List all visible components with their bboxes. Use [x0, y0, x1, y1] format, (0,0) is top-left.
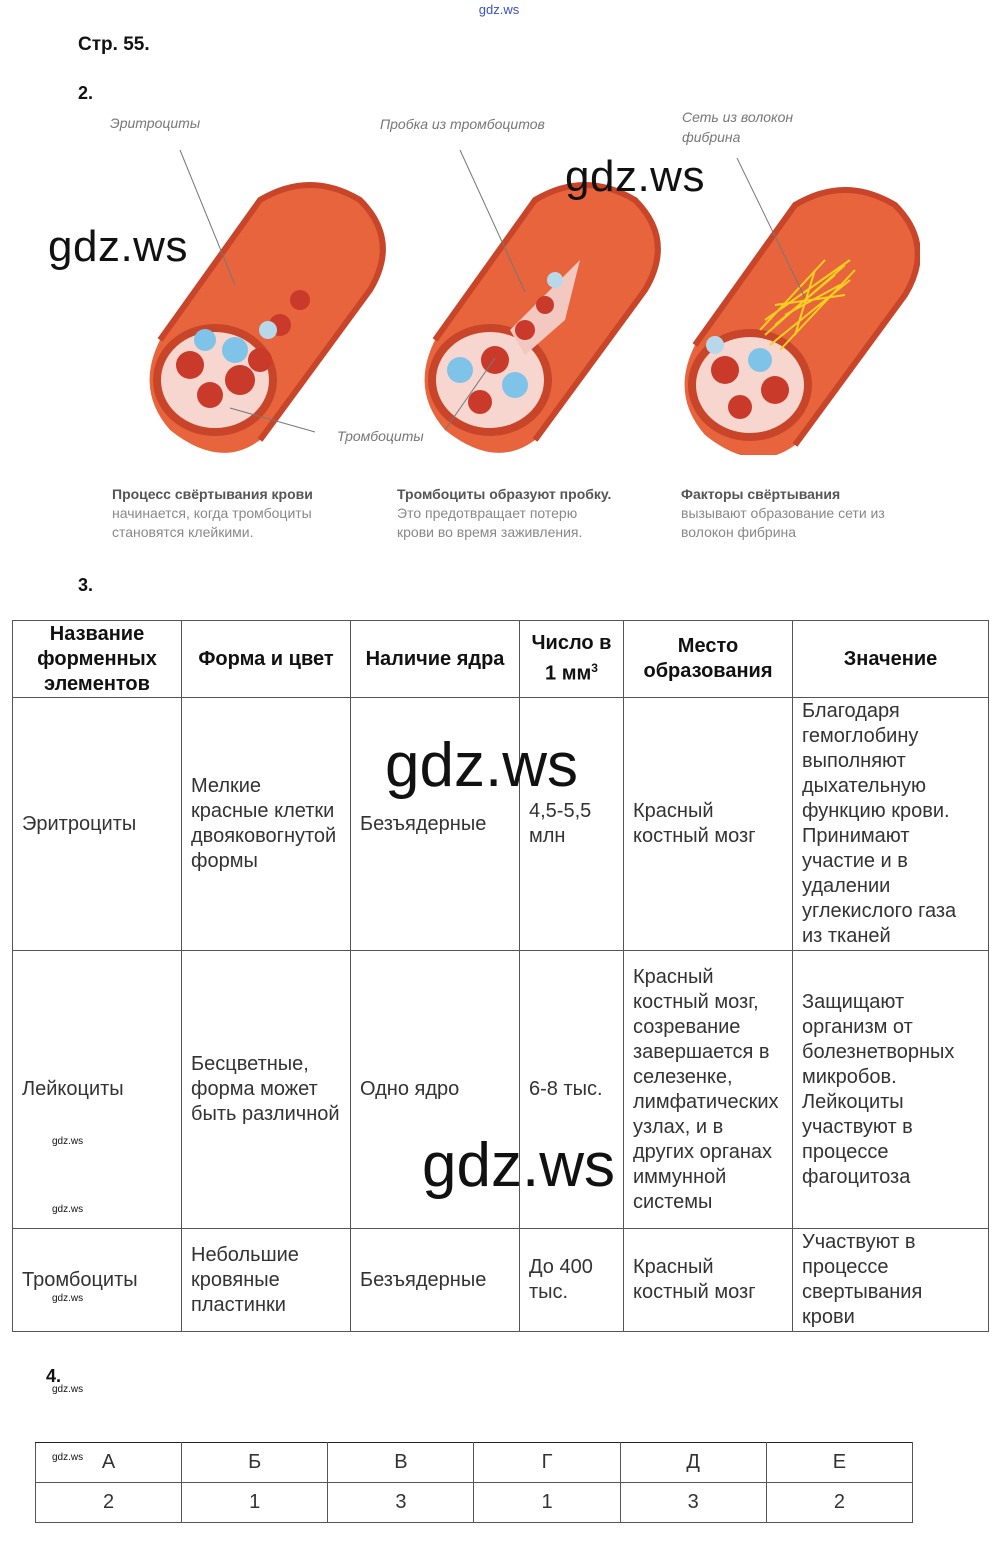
header-shape: Форма и цвет: [182, 621, 351, 698]
table-header-row: [13, 621, 989, 698]
answer-value: 2: [766, 1483, 912, 1523]
caption-1-line1: начинается, когда тромбоциты: [112, 505, 312, 521]
cell-name: Лейкоциты: [13, 951, 182, 1229]
cell-role: Благодаря гемоглобину выполняют дыхательную функцию крови. Принимают участие и в удалении углекислого газа из тканей: [793, 698, 989, 951]
caption-3: [681, 485, 941, 542]
watermark: gdz.ws: [52, 1384, 84, 1395]
vessel-3-illustration: [685, 190, 918, 455]
blood-cells-table: [12, 620, 989, 1332]
cell-nucleus: Безъядерные: [351, 698, 520, 951]
header-count: [520, 621, 624, 698]
caption-3-title: Факторы свёртывания: [681, 486, 841, 502]
cell-count: 6-8 тыс.: [520, 951, 624, 1229]
caption-2-title: Тромбоциты образуют пробку.: [397, 486, 612, 502]
watermark: gdz.ws: [52, 1204, 84, 1215]
caption-1-title: Процесс свёртывания крови: [112, 486, 313, 502]
watermark: gdz.ws: [52, 1136, 84, 1147]
label-fibrin-line2: фибрина: [682, 129, 741, 145]
cell-origin: Красный костный мозг: [624, 1229, 793, 1332]
cell-shape: Небольшие кровяные пластинки: [182, 1229, 351, 1332]
answer-letter: В: [328, 1443, 474, 1483]
header-count-text: Число в 1 мм: [531, 632, 612, 685]
cell-shape: Бесцветные, форма может быть различной: [182, 951, 351, 1229]
caption-2-line1: Это предотвращает потерю: [397, 505, 578, 521]
caption-2: [397, 485, 657, 542]
header-nucleus: Наличие ядра: [351, 621, 520, 698]
cell-origin: Красный костный мозг: [624, 698, 793, 951]
watermark: gdz.ws: [48, 222, 188, 271]
cell-nucleus: Безъядерные: [351, 1229, 520, 1332]
answer-letter: Д: [620, 1443, 766, 1483]
watermark: gdz.ws: [52, 1452, 84, 1463]
cell-origin: Красный костный мозг, созревание завершается в селезенке, лимфатических узлах, и в других органах иммунной системы: [624, 951, 793, 1229]
vessel-2-illustration: [425, 185, 658, 453]
question-2-number: 2.: [78, 83, 94, 103]
watermark: gdz.ws: [565, 152, 705, 201]
caption-1: [112, 485, 372, 542]
caption-3-line2: волокон фибрина: [681, 524, 797, 540]
cell-shape: Мелкие красные клетки двояковогнутой формы: [182, 698, 351, 951]
label-erythrocytes: Эритроциты: [110, 115, 201, 131]
cell-count: До 400 тыс.: [520, 1229, 624, 1332]
caption-3-line1: вызывают образование сети из: [681, 505, 885, 521]
answer-value: 3: [328, 1483, 474, 1523]
watermark: gdz.ws: [385, 731, 578, 800]
cell-name: Тромбоциты: [13, 1229, 182, 1332]
question-4-number: 4.: [46, 1366, 62, 1386]
answer-letter: А: [36, 1443, 182, 1483]
answer-letter: Г: [474, 1443, 620, 1483]
label-platelets: Тромбоциты: [337, 428, 424, 444]
label-fibrin-line1: Сеть из волокон: [682, 109, 794, 125]
answers-values-row: [36, 1483, 913, 1523]
answer-value: 1: [474, 1483, 620, 1523]
caption-1-line2: становятся клейкими.: [112, 524, 254, 540]
answer-value: 1: [182, 1483, 328, 1523]
header-name: Название форменных элементов: [13, 621, 182, 698]
watermark: gdz.ws: [52, 1293, 84, 1304]
caption-2-line2: крови во время заживления.: [397, 524, 583, 540]
answers-letters-row: [36, 1443, 913, 1483]
cell-nucleus: Одно ядро: [351, 951, 520, 1229]
header-origin: Место образования: [624, 621, 793, 698]
header-count-sup: 3: [591, 661, 598, 676]
cell-count: 4,5-5,5 млн: [520, 698, 624, 951]
label-platelet-plug: Пробка из тромбоцитов: [380, 116, 545, 132]
cell-role: Участвуют в процессе свертывания крови: [793, 1229, 989, 1332]
question-3-number: 3.: [78, 575, 94, 595]
site-watermark-top[interactable]: gdz.ws: [478, 2, 520, 17]
cell-name: Эритроциты: [13, 698, 182, 951]
cell-role: Защищают организм от болезнетворных микробов. Лейкоциты участвуют в процессе фагоцитоза: [793, 951, 989, 1229]
watermark: gdz.ws: [422, 1131, 615, 1200]
answers-table: [35, 1442, 913, 1523]
header-role: Значение: [793, 621, 989, 698]
page-reference: Стр. 55.: [78, 34, 150, 55]
answer-value: 3: [620, 1483, 766, 1523]
answer-letter: Е: [766, 1443, 912, 1483]
answer-letter: Б: [182, 1443, 328, 1483]
blood-clotting-figure: [100, 110, 920, 455]
answer-value: 2: [36, 1483, 182, 1523]
table-row: [13, 1229, 989, 1332]
